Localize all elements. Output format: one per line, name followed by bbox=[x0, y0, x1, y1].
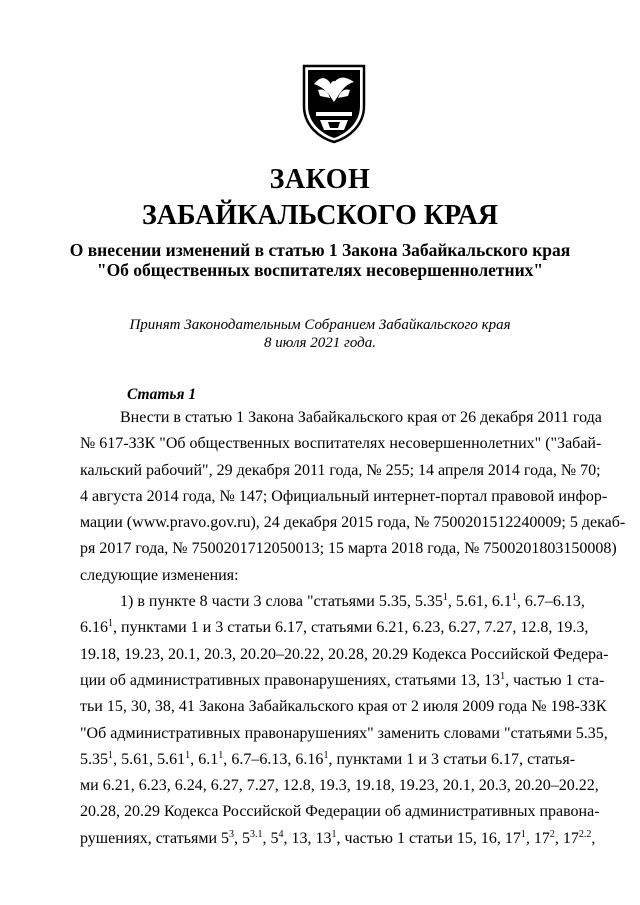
item-line: тьи 15, 30, 38, 41 Закона Забайкальского края от 2 июля 2009 года № 198-ЗЗК bbox=[80, 698, 607, 716]
region-title: ЗАБАЙКАЛЬСКОГО КРАЯ bbox=[141, 200, 499, 231]
paragraph-line: следующие изменения: bbox=[80, 566, 239, 584]
law-subtitle bbox=[0, 240, 640, 280]
paragraph-line: ря 2017 года, № 7500201712050013; 15 марта 2018 года, № 7500201803150008) bbox=[80, 540, 617, 558]
item-line: 1) в пункте 8 части 3 слова "статьями 5.35, 5.35$^1$, 5.61, $6.1^1$, 6.7–6.13, bbox=[120, 592, 585, 611]
article-heading: Статья 1 bbox=[127, 386, 197, 403]
item-line: 19.18, 19.23, 20.1, 20.3, 20.20–20.22, 20.28, 20.29 Кодекса Российской Федера- bbox=[80, 645, 609, 663]
adoption-date: 8 июля 2021 года. bbox=[264, 335, 376, 351]
paragraph-line: № 617-ЗЗК "Об общественных воспитателях несовершеннолетних" ("Забай- bbox=[80, 435, 602, 453]
item-line: ми 6.21, 6.23, 6.24, 6.27, 7.27, 12.8, 19.3, 19.18, 19.23, 20.1, 20.3, 20.20–20.22, bbox=[80, 777, 599, 795]
paragraph-line: мации (www.pravo.gov.ru), 24 декабря 2015 года, № 7500201512240009; 5 декаб- bbox=[80, 514, 626, 532]
item-line: рушениях, статьями $5^3$, $5^{3.1}$, $5^4$, 13, $13^1$, частью 1 статьи 15, 16, $17^1$, $17^2$, $17^{2.2}$, bbox=[80, 828, 596, 847]
item-line: "Об административных правонарушениях" заменить словами "статьями 5.35, bbox=[80, 724, 608, 742]
paragraph-line: 4 августа 2014 года, № 147; Официальный интернет-портал правовой инфор- bbox=[80, 487, 608, 505]
law-title: ЗАКОН bbox=[269, 164, 371, 195]
paragraph-line: кальский рабочий", 29 декабря 2011 года, № 255; 14 апреля 2014 года, № 70; bbox=[80, 461, 601, 479]
coat-of-arms-icon bbox=[298, 62, 370, 144]
article-body bbox=[80, 405, 626, 852]
item-line: 6.16$^1$, пунктами 1 и 3 статьи 6.17, статьями 6.21, 6.23, 6.27, 7.27, 12.8, 19.3, bbox=[80, 618, 589, 637]
adoption-line-1: Принят Законодательным Собранием Забайкальского края bbox=[129, 317, 511, 333]
subtitle-line-1: О внесении изменений в статью 1 Закона Забайкальского края bbox=[69, 240, 571, 260]
paragraph-line: Внести в статью 1 Закона Забайкальского края от 26 декабря 2011 года bbox=[120, 409, 602, 426]
subtitle-line-2: "Об общественных воспитателях несовершеннолетних" bbox=[96, 260, 544, 280]
adoption-note bbox=[0, 316, 640, 352]
item-line: 20.28, 20.29 Кодекса Российской Федерации об административных правона- bbox=[80, 803, 600, 821]
item-line: ции об административных правонарушениях, статьями 13, $13^1$, частью 1 ста- bbox=[80, 670, 605, 689]
item-line: 5.35$^1$, 5.61, 5.61$^1$, $6.1^1$, 6.7–6.13, 6.16$^1$, пунктами 1 и 3 статьи 6.17, статья- bbox=[80, 749, 576, 768]
